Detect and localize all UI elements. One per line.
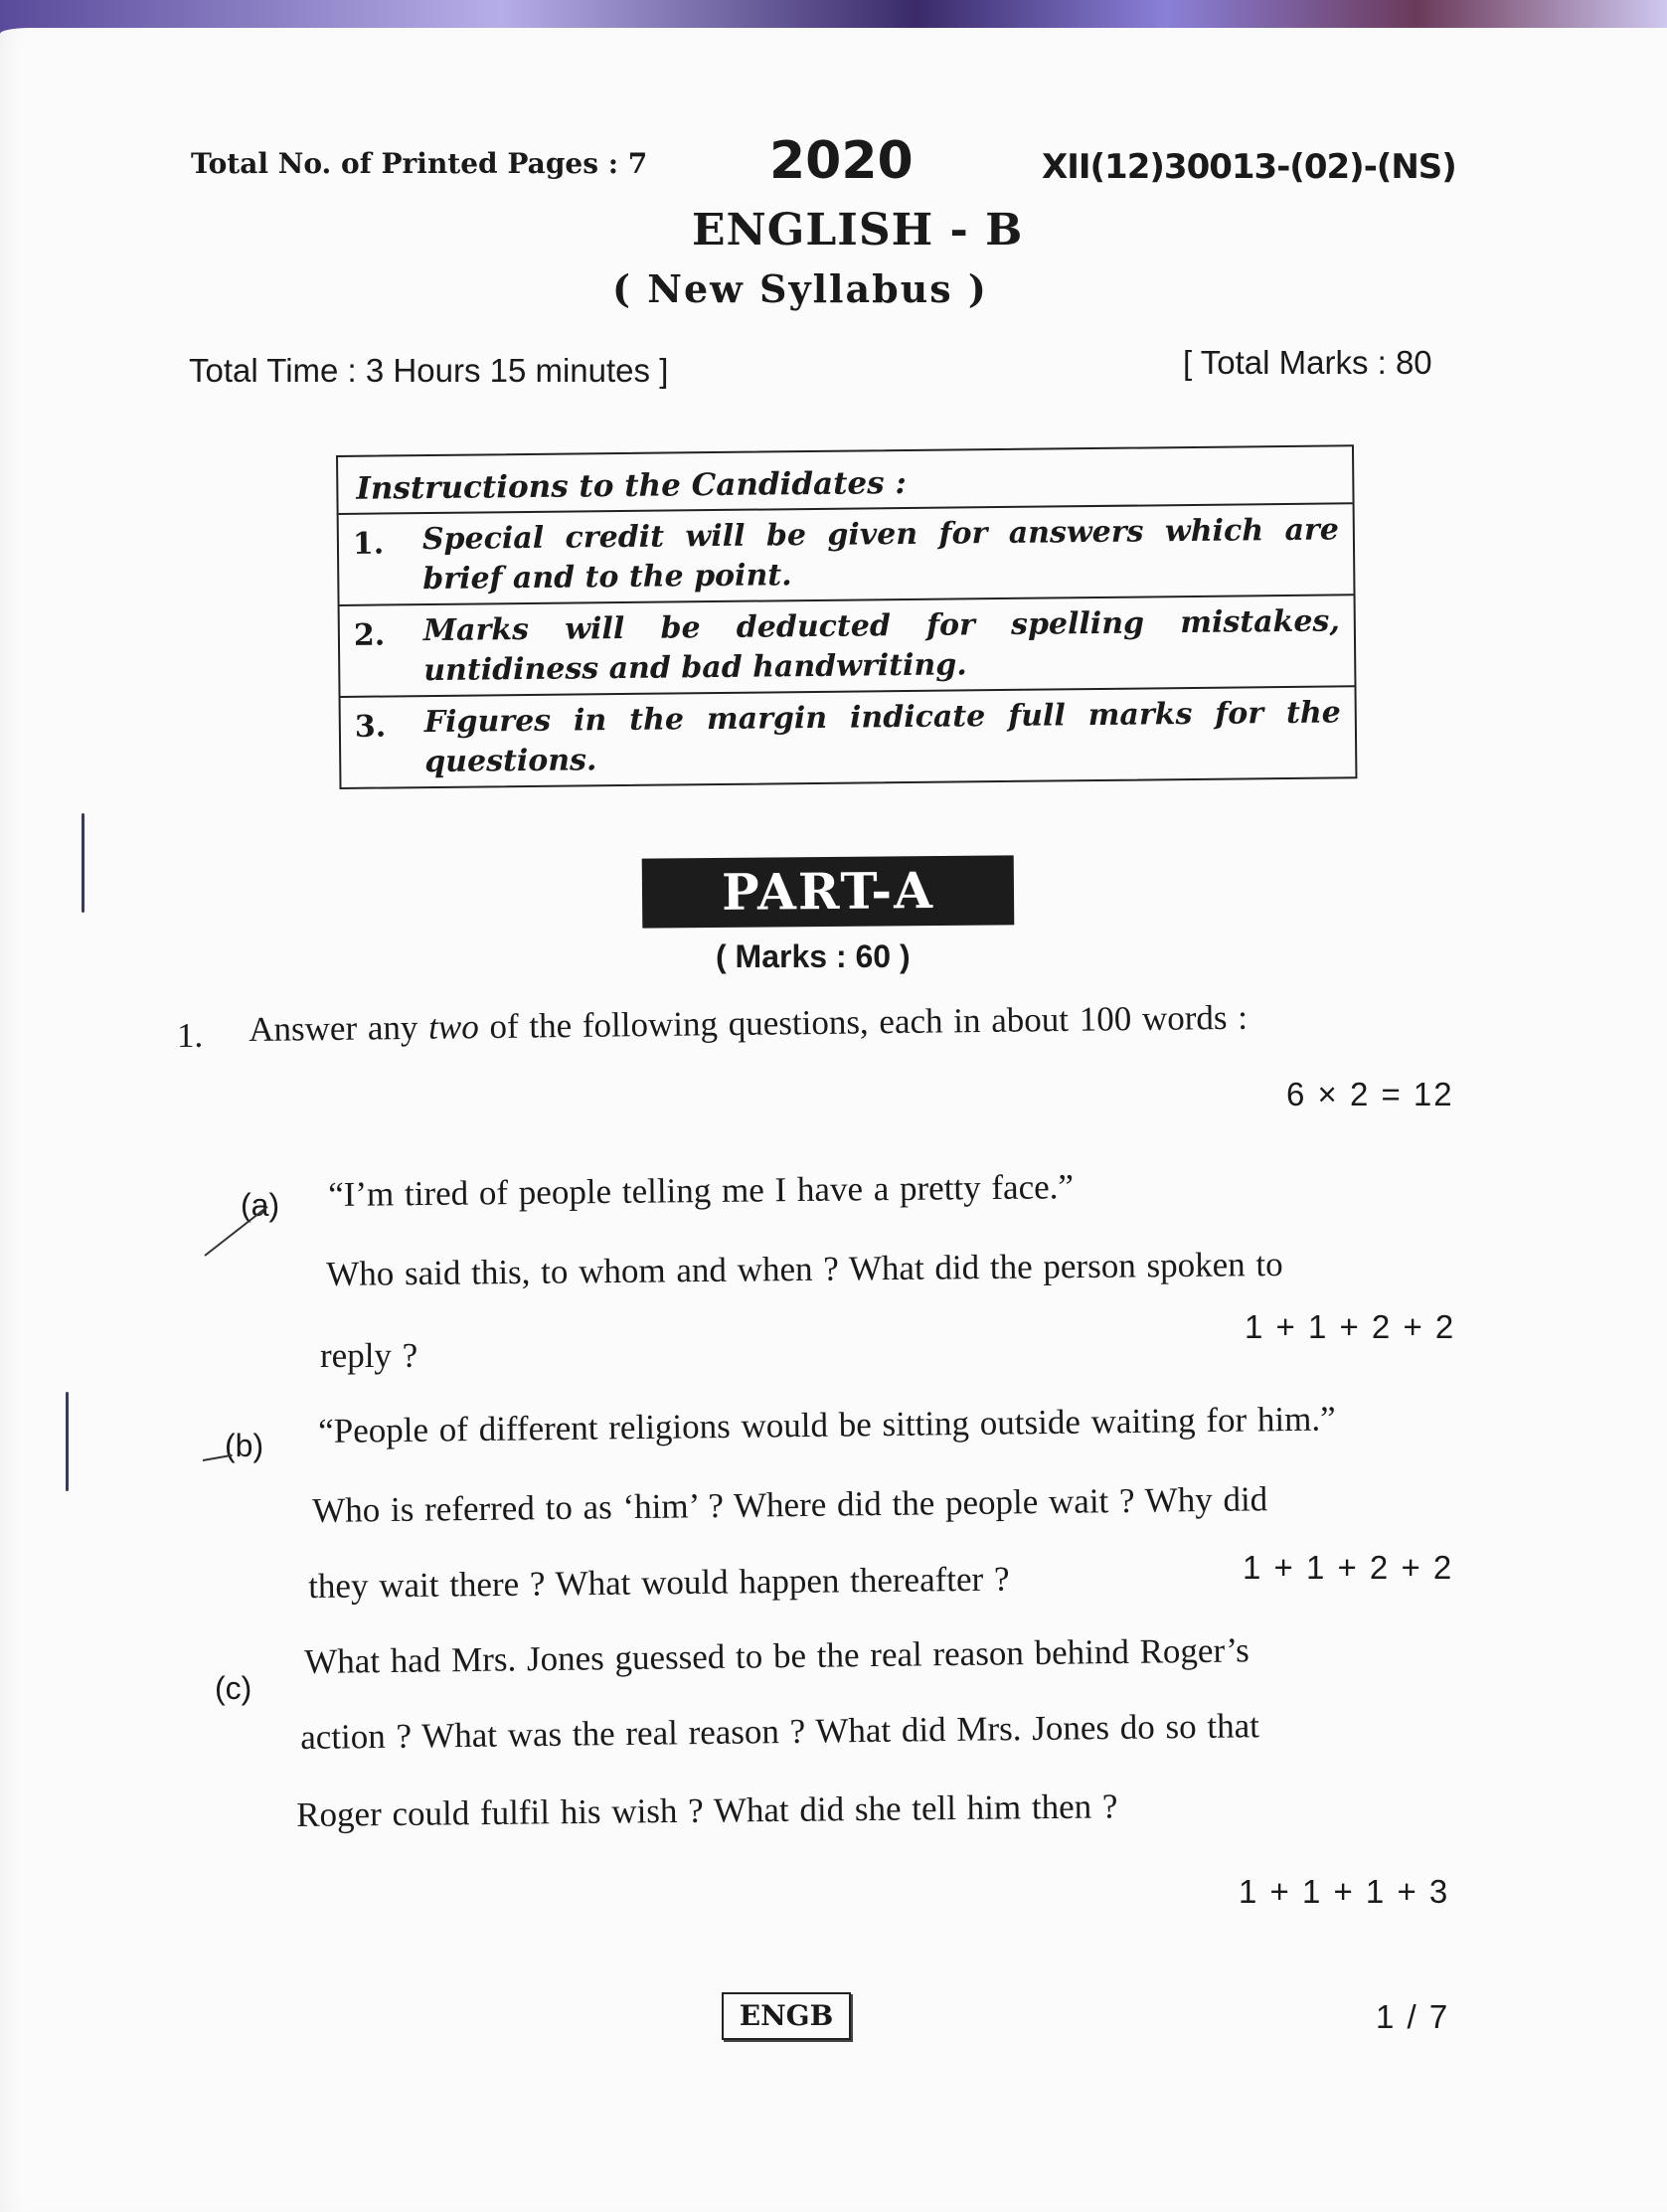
prompt-emphasis: two xyxy=(427,1007,479,1047)
instruction-number: 1. xyxy=(352,526,385,562)
question-number: 1. xyxy=(177,1016,204,1055)
total-marks: [ Total Marks : 80 xyxy=(1183,344,1432,381)
subquestion-label: (a) xyxy=(241,1187,280,1223)
part-heading: PART-A xyxy=(642,855,1015,928)
binding-mark xyxy=(66,1392,69,1491)
subquestion-marks: 1 + 1 + 2 + 2 xyxy=(1245,1308,1456,1345)
subquestion-line: they wait there ? What would happen thereafter ? xyxy=(308,1559,1010,1606)
prompt-text: of the following questions, each in about 100 words : xyxy=(478,997,1249,1047)
subquestion-line: Roger could fulfil his wish ? What did she tell him then ? xyxy=(296,1787,1118,1834)
subquestion-label: (c) xyxy=(215,1670,252,1706)
instruction-text: Marks will be deducted for spelling mistakes, untidiness and bad handwriting. xyxy=(422,603,1340,689)
subquestion-line: Who is referred to as ‘him’ ? Where did the people wait ? Why did xyxy=(312,1479,1268,1530)
exam-year: 2020 xyxy=(769,131,914,191)
instructions-box xyxy=(336,444,1357,789)
subquestion-marks: 1 + 1 + 1 + 3 xyxy=(1239,1873,1450,1910)
instruction-text: Figures in the margin indicate full marks for the questions. xyxy=(423,695,1341,780)
paper-code: XII(12)30013-(02)-(NS) xyxy=(1042,147,1456,187)
part-marks: ( Marks : 60 ) xyxy=(716,938,911,974)
printed-pages: Total No. of Printed Pages : 7 xyxy=(191,147,648,180)
subquestion-line: “People of different religions would be sitting outside waiting for him.” xyxy=(318,1399,1336,1450)
subquestion-line: Who said this, to whom and when ? What did the person spoken to xyxy=(326,1244,1283,1293)
subquestion-label: (b) xyxy=(225,1428,264,1463)
syllabus-label: ( New Syllabus ) xyxy=(612,266,988,311)
instructions-heading: Instructions to the Candidates : xyxy=(356,464,908,507)
binding-mark xyxy=(82,813,84,913)
instruction-item xyxy=(341,685,1356,787)
total-time: Total Time : 3 Hours 15 minutes ] xyxy=(189,352,669,389)
page-number: 1 / 7 xyxy=(1376,1998,1450,2035)
subquestion-line: What had Mrs. Jones guessed to be the real reason behind Roger’s xyxy=(304,1630,1250,1681)
subquestion-line: reply ? xyxy=(320,1336,418,1375)
instruction-text: Special credit will be given for answers which are brief and to the point. xyxy=(421,512,1340,597)
subquestion-line: action ? What was the real reason ? What did Mrs. Jones do so that xyxy=(300,1706,1260,1757)
instruction-item xyxy=(339,502,1354,604)
subquestion-line: “I’m tired of people telling me I have a pretty face.” xyxy=(328,1167,1075,1214)
instruction-number: 3. xyxy=(354,709,387,745)
question-marks: 6 × 2 = 12 xyxy=(1286,1076,1454,1112)
instruction-number: 2. xyxy=(353,617,386,653)
footer-subject-code: ENGB xyxy=(722,1992,851,2040)
subject-title: ENGLISH - B xyxy=(692,205,1024,255)
prompt-text: Answer any xyxy=(249,1007,429,1049)
instruction-item xyxy=(340,594,1355,696)
subquestion-marks: 1 + 1 + 2 + 2 xyxy=(1243,1549,1454,1586)
